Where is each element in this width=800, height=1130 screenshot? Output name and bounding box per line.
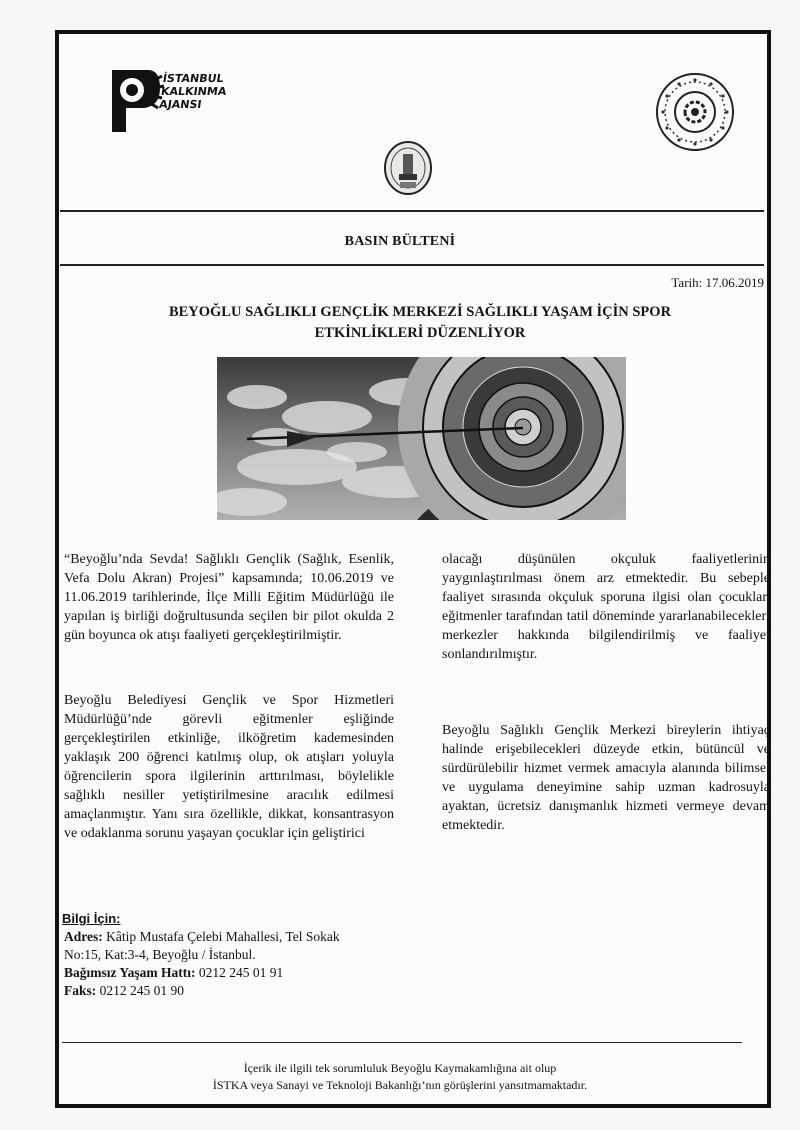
ministry-seal-icon [655, 72, 735, 152]
disclaimer-line1: İçerik ile ilgili tek sorumluluk Beyoğlu Kaymakamlığına ait olup [243, 1061, 557, 1075]
kaymakamlik-seal-icon [383, 140, 433, 196]
address-line2: No:15, Kat:3-4, Beyoğlu / İstanbul. [64, 947, 256, 962]
disclaimer-footer [0, 1060, 800, 1094]
hotline-number: 0212 245 01 91 [198, 965, 284, 980]
body-column-left [64, 550, 394, 843]
body-paragraph: Beyoğlu Belediyesi Gençlik ve Spor Hizmetleri Müdürlüğü’nde görevli eğitmenler eşliğinde gerçekleştirilen etkinliğe, ilköğretim kademesinden yaklaşık 200 öğrenci katılmış olup, ok atışları yoluyla öğrencilerin spora ilgilerinin arttırılması, böylelikle sağlıklı nesiller yetiştirilmesine aracılık edilmesi amaçlanmıştır. Yanı sıra özellikle, dikkat, konsantrasyon ve odaklanma sorunu yaşayan çocuklar için geliştirici [64, 693, 394, 841]
header-divider-bottom [60, 264, 764, 266]
header-divider-top [60, 210, 764, 212]
fax-number: 0212 245 01 90 [99, 983, 185, 998]
hotline-label: Bağımsız Yaşam Hattı: [64, 965, 196, 980]
press-release-title: BASIN BÜLTENİ [344, 234, 456, 249]
fax-label: Faks: [64, 983, 97, 998]
kaymakamlik-seal [383, 140, 433, 196]
archery-target-image-icon [217, 357, 626, 520]
release-date: Tarih: 17.06.2019 [671, 275, 764, 290]
body-paragraph: Beyoğlu Sağlıklı Gençlik Merkezi bireylerin ihtiyaç halinde erişebilecekleri düzeyde etkin, bütüncül ve sürdürülebilir hizmet vermek amacıyla alanında bilimsel ve uygulama deneyimine sahip uzman kadrosuyla ayaktan, ücretsiz danışmanlık hizmeti vermeye devam etmektedir. [442, 723, 770, 833]
address-line1: Kâtip Mustafa Çelebi Mahallesi, Tel Sokak [106, 929, 340, 944]
headline-line1: BEYOĞLU SAĞLIKLI GENÇLİK MERKEZİ SAĞLIKLI YAŞAM İÇİN SPOR [168, 304, 672, 320]
istka-logo-mark-icon [104, 66, 164, 136]
istka-logo-text: İSTANBUL KALKINMA AJANSI [158, 72, 228, 111]
headline [120, 302, 720, 344]
address-label: Adres: [64, 929, 103, 944]
disclaimer-line2: İSTKA veya Sanayi ve Teknoloji Bakanlığı’nın görüşlerini yansıtmamaktadır. [212, 1078, 588, 1092]
body-paragraph: olacağı düşünülen okçuluk faaliyetlerinin yaygınlaştırılması önem arz etmektedir. Bu sebeple faaliyet sırasında okçuluk sporuna ilgisi olan çocuklar, eğitmenler tarafından tatil döneminde yararlanabilecekleri merkezler hakkında bilgilendirilmiş ve faaliyet sonlandırılmıştır. [442, 552, 770, 662]
contact-heading: Bilgi İçin: [62, 911, 121, 926]
contact-info [62, 910, 340, 1000]
body-column-right [442, 550, 770, 835]
archery-target-photo [217, 357, 626, 520]
istka-logo [104, 66, 228, 136]
ministry-seal [655, 72, 735, 152]
footer-divider [62, 1042, 742, 1043]
headline-line2: ETKİNLİKLERİ DÜZENLİYOR [314, 325, 526, 341]
body-paragraph: “Beyoğlu’nda Sevda! Sağlıklı Gençlik (Sağlık, Esenlik, Vefa Dolu Akran) Projesi” kapsamında; 10.06.2019 ve 11.06.2019 tarihlerinde, İlçe Milli Eğitim Müdürlüğü ile yapılan iş birliği doğrultusunda seçilen bir pilot okulda 2 gün boyunca ok atışı faaliyeti gerçekleştirilmiştir. [64, 552, 394, 643]
